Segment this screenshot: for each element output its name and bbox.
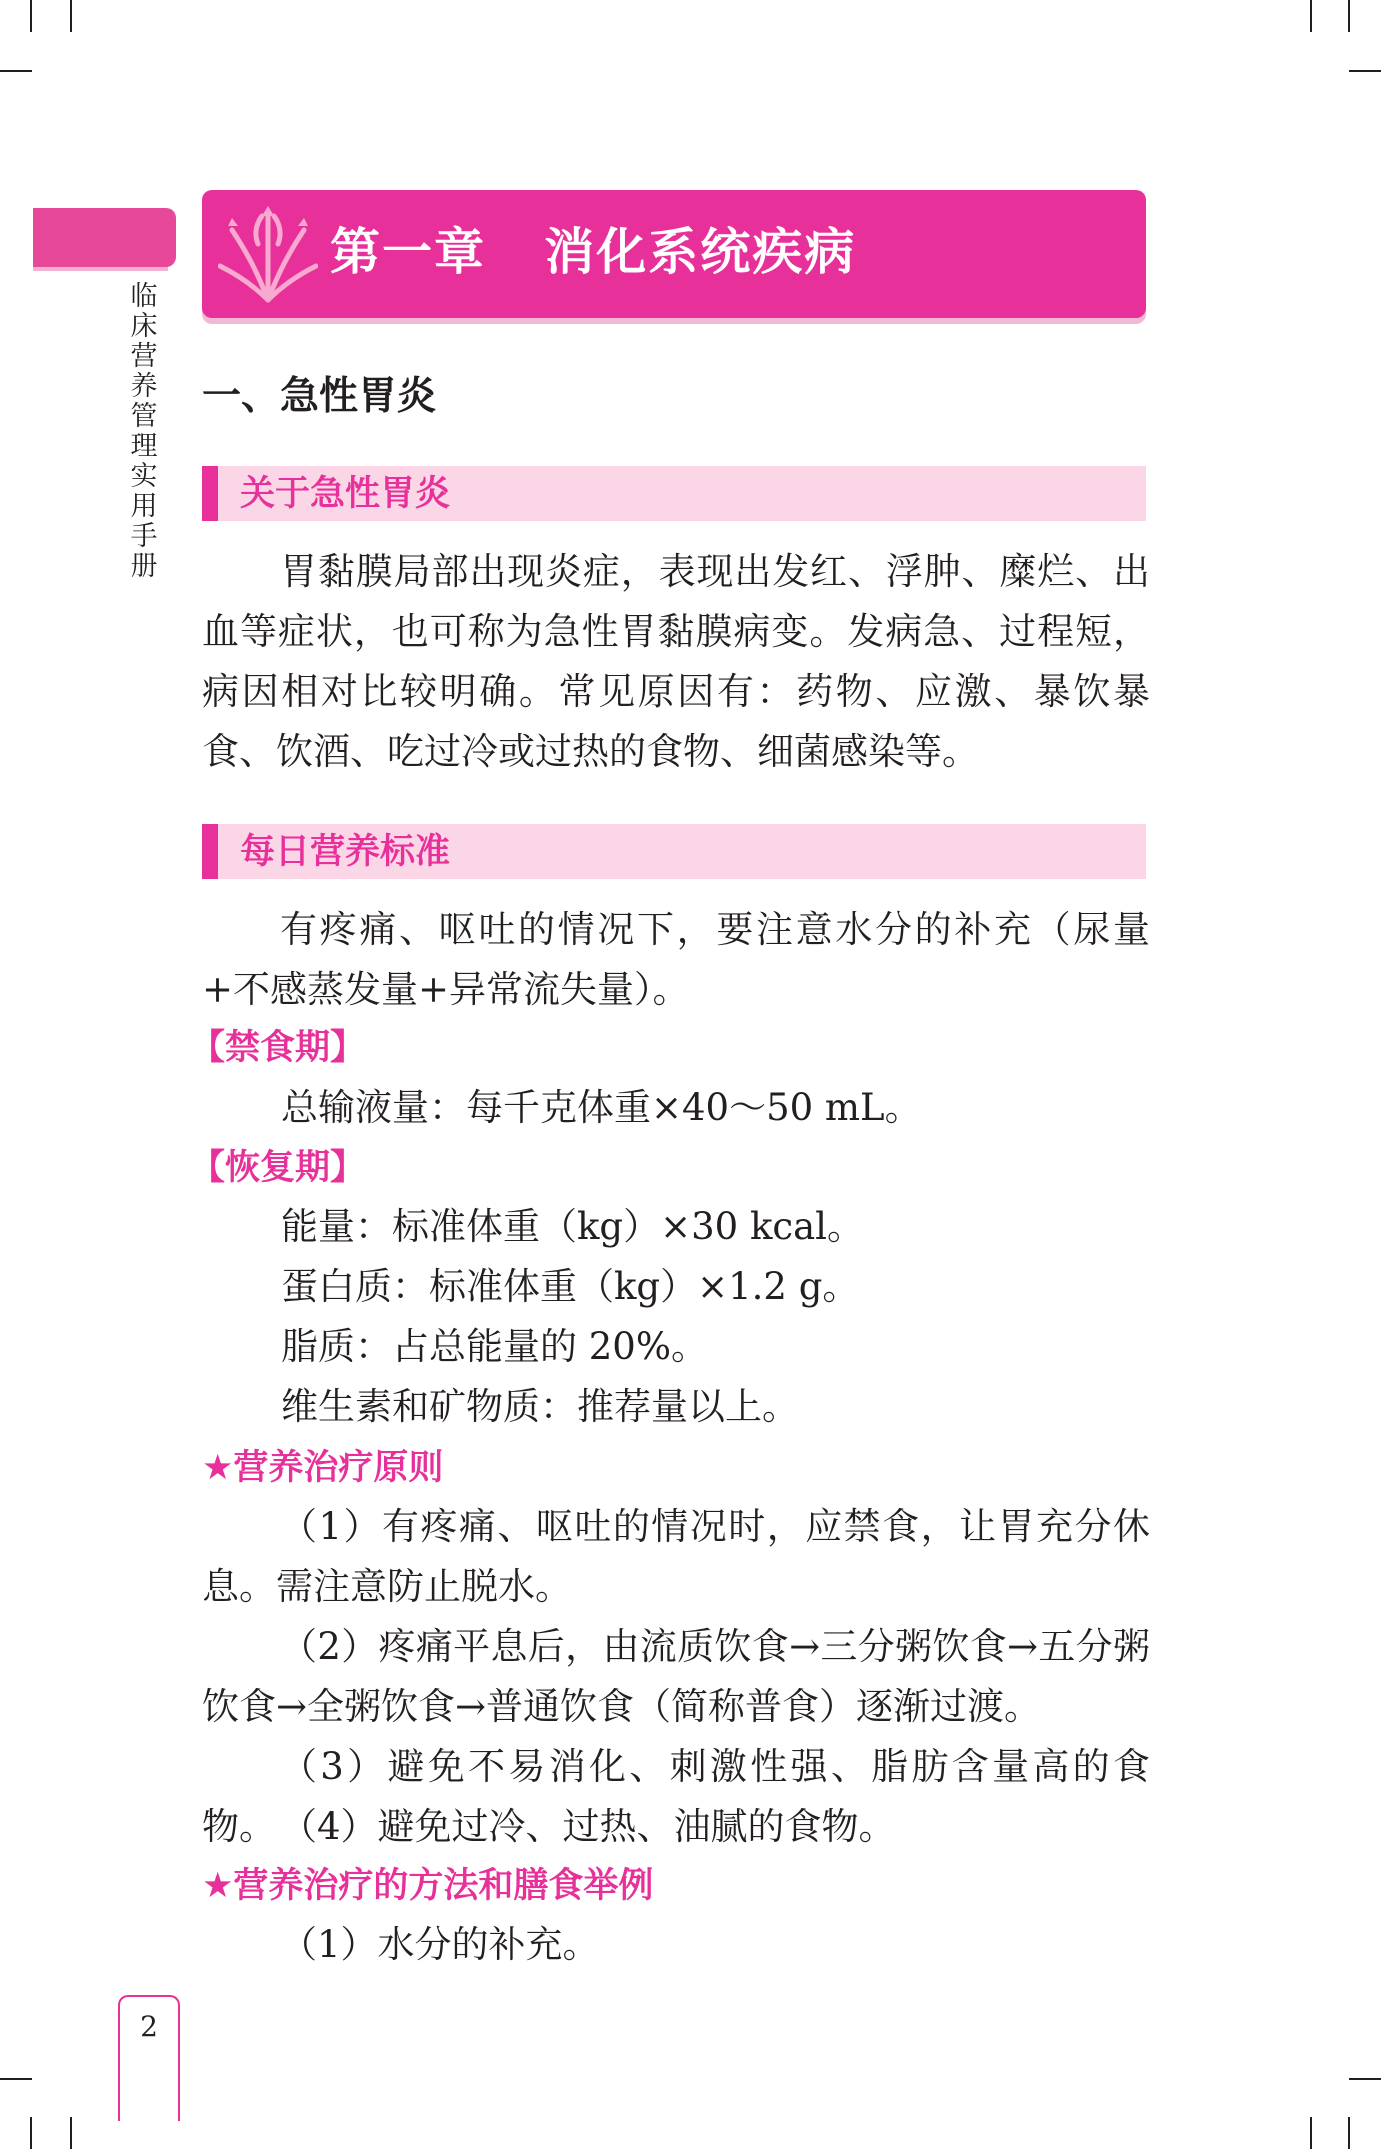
crop-mark: [1348, 2117, 1350, 2149]
subheading-bar: [202, 824, 1146, 879]
methods-heading: ★营养治疗的方法和膳食举例: [202, 1866, 654, 1906]
fasting-label: 【禁食期】: [190, 1028, 366, 1068]
book-title-vertical: 临床营养管理实用手册: [130, 281, 158, 582]
crop-mark: [30, 0, 32, 32]
lily-flower-icon: [218, 204, 318, 306]
principle-item: （4）避免过冷、过热、油腻的食物。: [280, 1805, 896, 1848]
recovery-label: 【恢复期】: [190, 1148, 366, 1188]
subheading-standard: 每日营养标准: [240, 832, 451, 872]
crop-mark: [30, 2117, 32, 2149]
principle-item: （2）疼痛平息后，由流质饮食→三分粥饮食→五分粥饮食→全粥饮食→普通饮食（简称普食）逐渐过渡。: [202, 1625, 1150, 1728]
chapter-banner: [202, 190, 1146, 318]
chapter-number: 第一章: [330, 223, 486, 281]
fasting-line: 总输液量：每千克体重×40～50 mL。: [281, 1086, 922, 1129]
principle-item: （1）有疼痛、呕吐的情况时，应禁食，让胃充分休息。需注意防止脱水。: [202, 1505, 1150, 1608]
crop-mark: [1348, 0, 1350, 32]
section-title: 一、急性胃炎: [202, 374, 437, 419]
recovery-line: 蛋白质：标准体重（kg）×1.2 g。: [281, 1265, 860, 1308]
method-item: （1）水分的补充。: [280, 1923, 600, 1966]
crop-mark: [0, 70, 32, 72]
side-tab: [33, 208, 176, 267]
principle-item: （3）避免不易消化、刺激性强、脂肪含量高的食物。: [202, 1745, 1150, 1848]
page-number-box: [118, 1995, 180, 2121]
crop-mark: [0, 2078, 32, 2080]
about-paragraph: 胃黏膜局部出现炎症，表现出发红、浮肿、糜烂、出血等症状，也可称为急性胃黏膜病变。发病急、过程短，病因相对比较明确。常见原因有：药物、应激、暴饮暴食、饮酒、吃过冷或过热的食物、细菌感染等。: [202, 550, 1150, 773]
page-number: 2: [140, 2010, 158, 2043]
crop-mark: [1310, 2117, 1312, 2149]
crop-mark: [1310, 0, 1312, 32]
crop-mark: [1349, 70, 1381, 72]
recovery-line: 维生素和矿物质：推荐量以上。: [281, 1385, 799, 1428]
principles-heading: ★营养治疗原则: [202, 1448, 444, 1488]
crop-mark: [70, 2117, 72, 2149]
crop-mark: [70, 0, 72, 32]
chapter-name: 消化系统疾病: [544, 223, 857, 281]
subheading-bar: [202, 466, 1146, 521]
crop-mark: [1349, 2078, 1381, 2080]
subheading-about: 关于急性胃炎: [240, 474, 451, 514]
recovery-line: 能量：标准体重（kg）×30 kcal。: [281, 1205, 864, 1248]
chapter-title: [330, 220, 856, 284]
standard-paragraph: 有疼痛、呕吐的情况下，要注意水分的补充（尿量+不感蒸发量+异常流失量）。: [202, 908, 1150, 1011]
recovery-line: 脂质：占总能量的 20%。: [281, 1325, 708, 1368]
